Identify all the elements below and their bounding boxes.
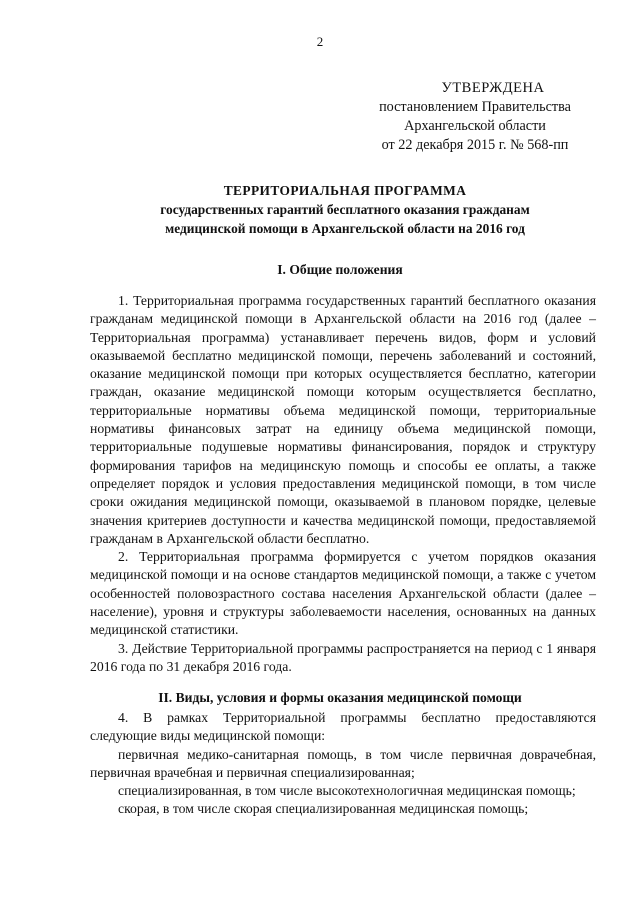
approval-block: [360, 79, 590, 155]
section-1-body: [90, 292, 596, 676]
paragraph-3: 3. Действие Территориальной программы распространяется на период с 1 января 2016 года по 31 декабря 2016 года.: [90, 640, 596, 674]
section-1-heading: I. Общие положения: [277, 262, 403, 277]
paragraph-2: 2. Территориальная программа формируется с учетом порядков оказания медицинской помощи и на основе стандартов медицинской помощи, а также с учетом особенностей половозрастного состава населения Архангельской области (далее – население), уровня и структуры заболеваемости населения, основанных на данных медицинской статистики.: [90, 549, 596, 638]
approval-line-3: от 22 декабря 2015 г. № 568-пп: [381, 137, 569, 153]
document-title: [110, 181, 580, 238]
title-line-2: государственных гарантий бесплатного оказания гражданам: [160, 202, 530, 217]
paragraph-1: 1. Территориальная программа государственных гарантий бесплатного оказания гражданам медицинской помощи в Архангельской области на 2016 год (далее – Территориальная программа) устанавливает перечень видов, форм и условий оказываемой бесплатно медицинской помощи, перечень заболеваний и состояний, оказание медицинской помощи при которых осуществляется бесплатно, категории граждан, оказание медицинской помощи которым осуществляется бесплатно, территориальные нормативы объема медицинской помощи, территориальные нормативы финансовых затрат на единицу объема медицинской помощи, территориальные подушевые нормативы финансирования, порядок и структуру формирования тарифов на медицинскую помощь и способы ее оплаты, а также определяет порядок и условия предоставления медицинской помощи, в том числе сроки ожидания медицинской помощи, оказываемой в плановом порядке, целевые значения критериев доступности и качества медицинской помощи, предоставляемой гражданам в Архангельской области бесплатно.: [90, 293, 596, 546]
list-item-emergency: скорая, в том числе скорая специализированная медицинская помощь;: [118, 801, 529, 817]
section-2-body: [90, 709, 596, 819]
section-2-heading: II. Виды, условия и формы оказания медицинской помощи: [158, 690, 522, 705]
paragraph-4: 4. В рамках Территориальной программы бесплатно предоставляются следующие виды медицинской помощи:: [90, 710, 596, 744]
title-line-1: ТЕРРИТОРИАЛЬНАЯ ПРОГРАММА: [223, 183, 467, 198]
approval-line-1: постановлением Правительства: [379, 99, 571, 115]
approval-title: УТВЕРЖДЕНА: [441, 80, 545, 96]
approval-line-2: Архангельской области: [404, 118, 546, 134]
list-item-specialized: специализированная, в том числе высокотехнологичная медицинская помощь;: [118, 783, 576, 799]
list-item-primary: первичная медико-санитарная помощь, в том числе первичная доврачебная, первичная врачебная и первичная специализированная;: [90, 746, 596, 780]
title-line-3: медицинской помощи в Архангельской области на 2016 год: [165, 221, 525, 236]
page-number: 2: [316, 34, 324, 49]
